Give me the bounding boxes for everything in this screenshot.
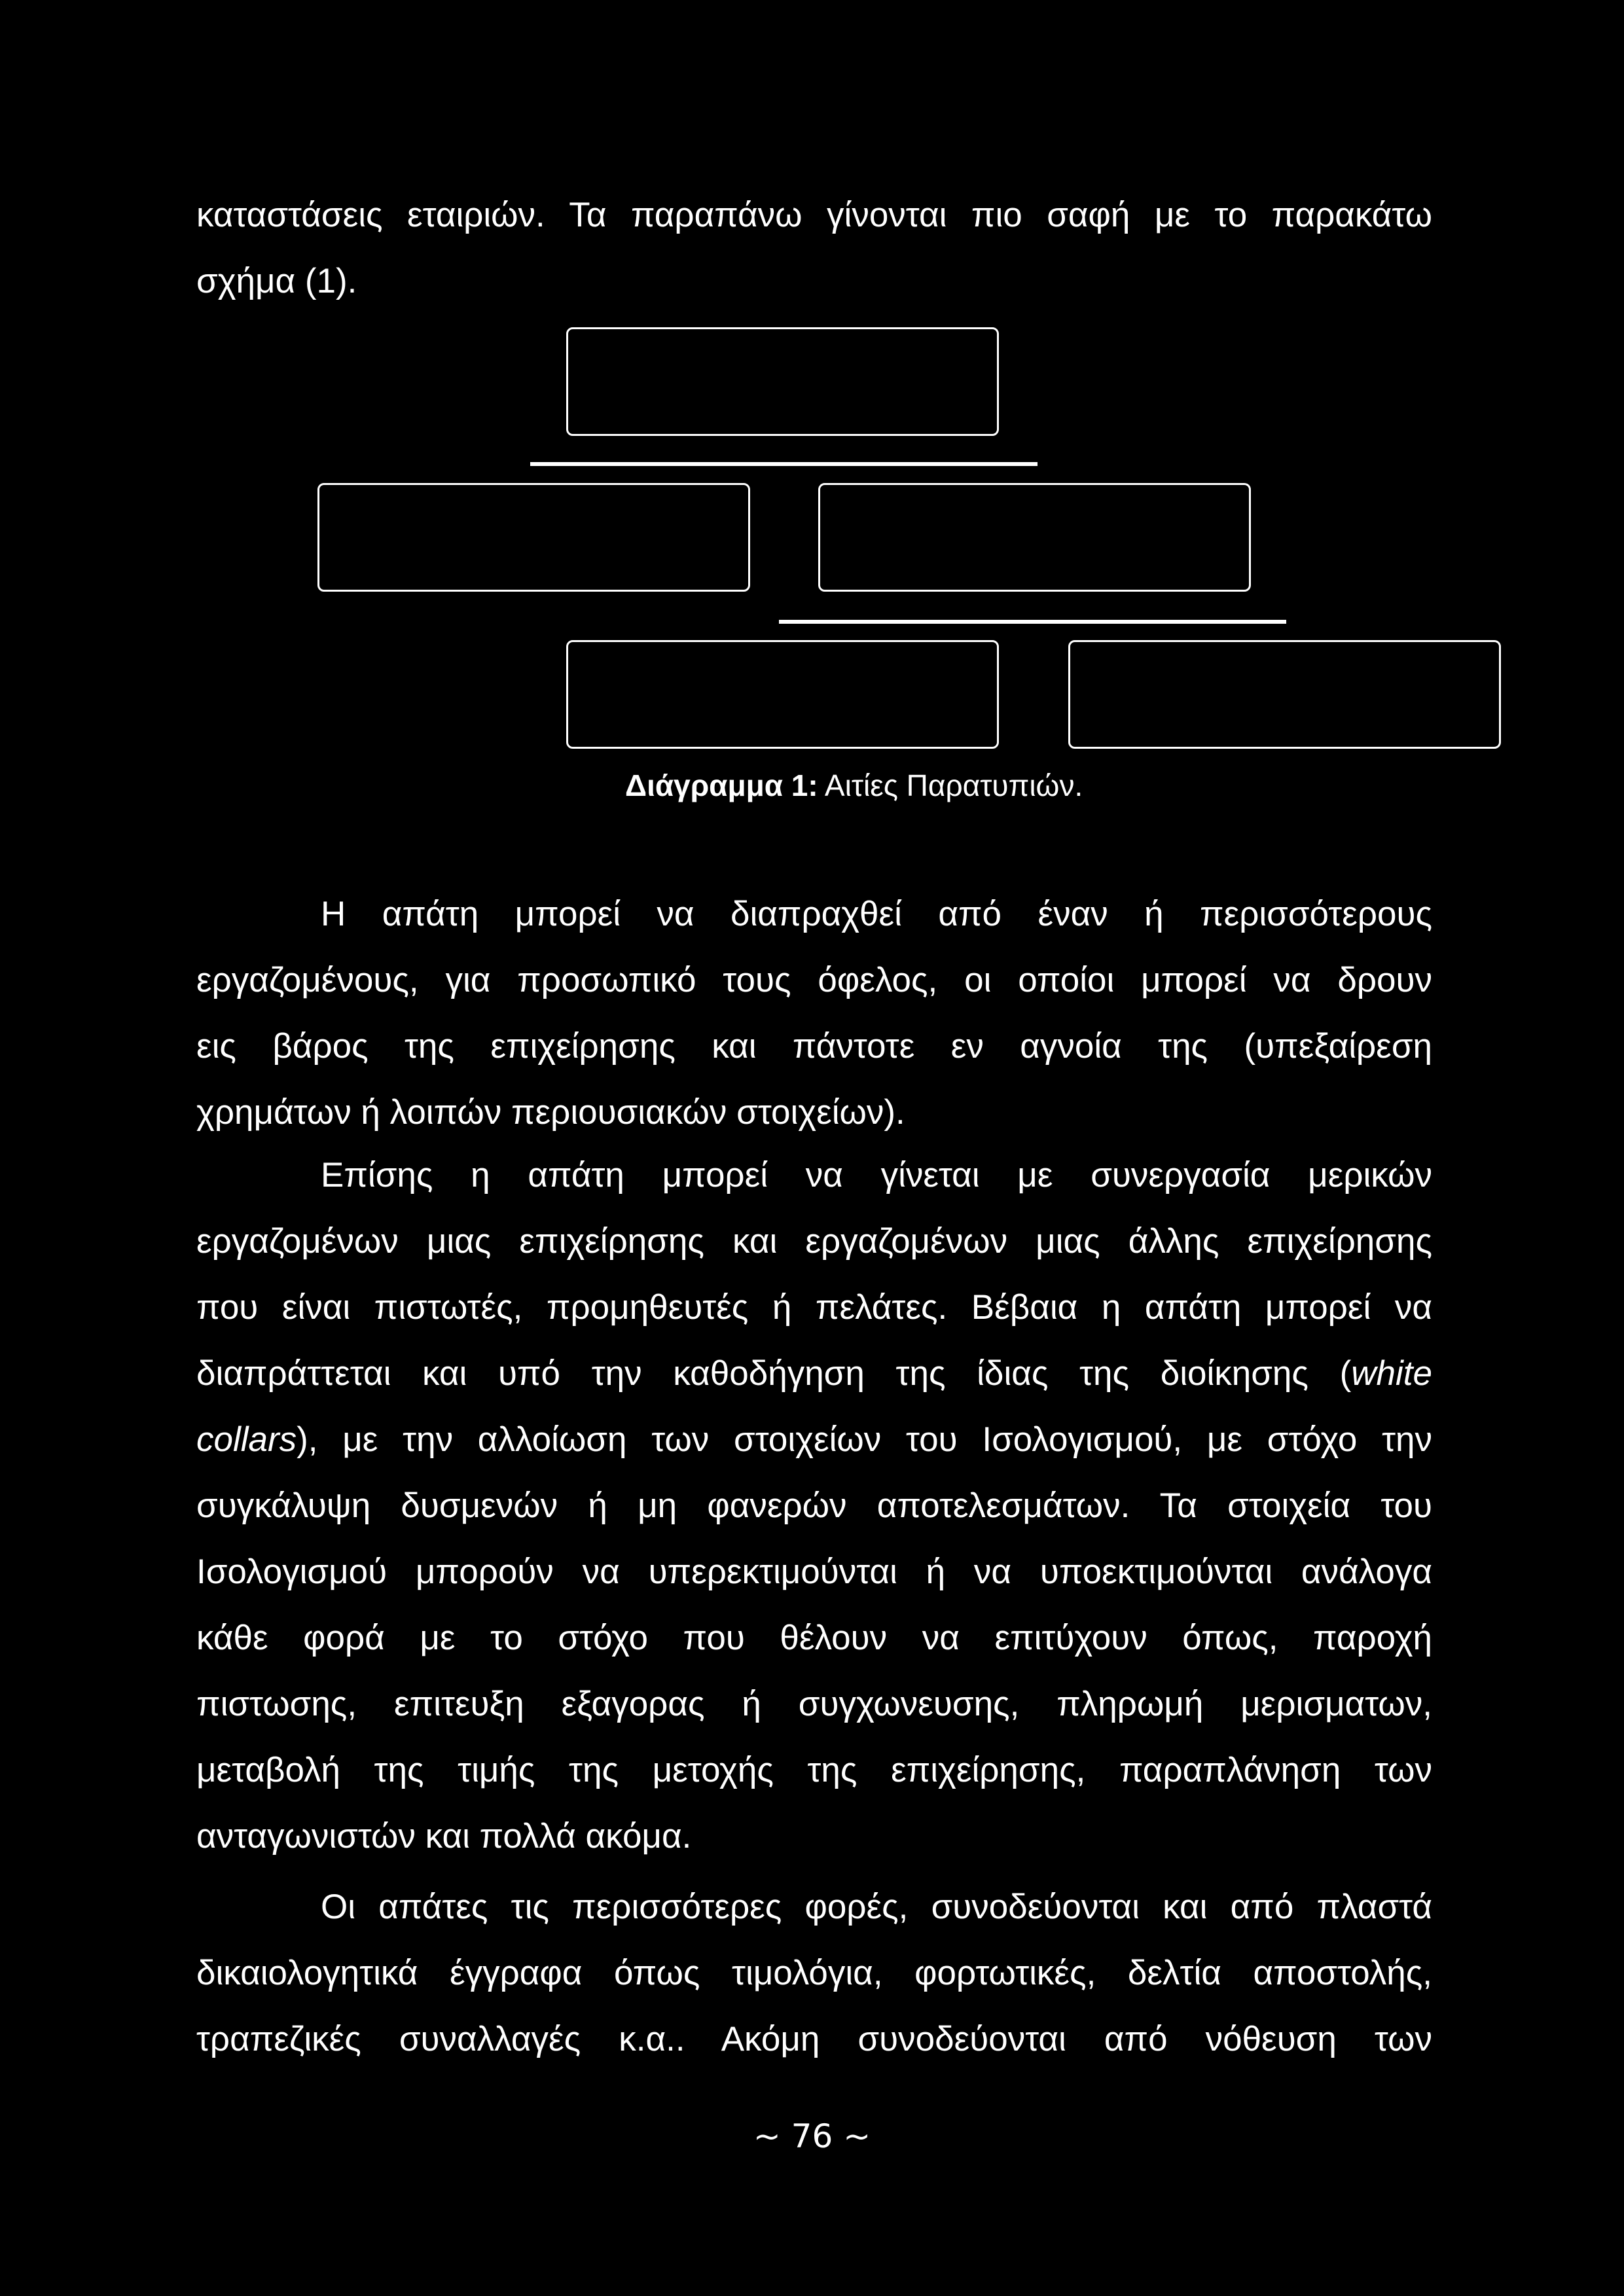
diagram-caption <box>625 766 1083 805</box>
text-line: χρημάτων ή λοιπών περιουσιακών στοιχείων). <box>196 1093 905 1132</box>
text-line: μεταβολή της τιμής της μετοχής της επιχείρησης, παραπλάνηση των <box>196 1751 1432 1789</box>
page-number: ~ 76 ~ <box>753 2117 871 2155</box>
diagram-box-middle-right <box>818 483 1251 592</box>
text-line: σχήμα (1). <box>196 262 357 300</box>
text-line: Οι απάτες τις περισσότερες φορές, συνοδεύονται και από πλαστά <box>321 1888 1432 1926</box>
paragraph-3 <box>196 1874 1432 2072</box>
text-line: ανταγωνιστών και πολλά ακόμα. <box>196 1817 692 1856</box>
text-line: Ισολογισμού μπορούν να υπερεκτιμούνται ή να υποεκτιμούνται ανάλογα <box>196 1552 1432 1591</box>
text-line: εις βάρος της επιχείρησης και πάντοτε εν αγνοία της (υπεξαίρεση <box>196 1027 1432 1066</box>
text-line: πιστωσης, επιτευξη εξαγορας ή συγχωνευσης, πληρωμή μερισματων, <box>196 1685 1432 1723</box>
italic-run: collars <box>196 1420 297 1459</box>
diagram-box-middle-left <box>317 483 750 592</box>
text-line <box>196 1407 1432 1473</box>
text-run: ), με την αλλοίωση των στοιχείων του Ισολογισμού, με στόχο την <box>297 1420 1432 1459</box>
text-line: δικαιολογητικά έγγραφα όπως τιμολόγια, φορτωτικές, δελτία αποστολής, <box>196 1954 1432 1992</box>
text-line: εργαζομένων μιας επιχείρησης και εργαζομένων μιας άλλης επιχείρησης <box>196 1222 1432 1261</box>
diagram-box-bottom-left <box>566 640 999 749</box>
text-line: κάθε φορά με το στόχο που θέλουν να επιτύχουν όπως, παροχή <box>196 1619 1432 1657</box>
text-line: που είναι πιστωτές, προμηθευτές ή πελάτες. Βέβαια η απάτη μπορεί να <box>196 1288 1432 1327</box>
text-line: τραπεζικές συναλλαγές κ.α.. Ακόμη συνοδεύονται από νόθευση των <box>196 2020 1432 2058</box>
diagram-connector-line <box>530 462 1038 466</box>
intro-paragraph <box>196 182 1432 314</box>
text-line: Η απάτη μπορεί να διαπραχθεί από έναν ή περισσότερους <box>321 895 1432 933</box>
paragraph-2 <box>196 1142 1432 1869</box>
italic-run: white <box>1351 1354 1432 1393</box>
text-line: Επίσης η απάτη μπορεί να γίνεται με συνεργασία μερικών <box>321 1156 1432 1194</box>
text-line: συγκάλυψη δυσμενών ή μη φανερών αποτελεσμάτων. Τα στοιχεία του <box>196 1486 1432 1525</box>
paragraph-1 <box>196 881 1432 1145</box>
caption-label: Διάγραμμα 1: <box>625 768 818 802</box>
diagram-box-top <box>566 327 999 436</box>
text-line: εργαζομένους, για προσωπικό τους όφελος, οι οποίοι μπορεί να δρουν <box>196 961 1432 999</box>
text-line: καταστάσεις εταιριών. Τα παραπάνω γίνονται πιο σαφή με το παρακάτω <box>196 196 1432 234</box>
caption-text: Αιτίες Παρατυπιών. <box>818 768 1083 802</box>
text-line <box>196 1340 1432 1407</box>
diagram-connector-line <box>779 620 1286 624</box>
text-run: διαπράττεται και υπό την καθοδήγηση της ίδιας της διοίκησης ( <box>196 1354 1352 1393</box>
diagram-box-bottom-right <box>1068 640 1501 749</box>
